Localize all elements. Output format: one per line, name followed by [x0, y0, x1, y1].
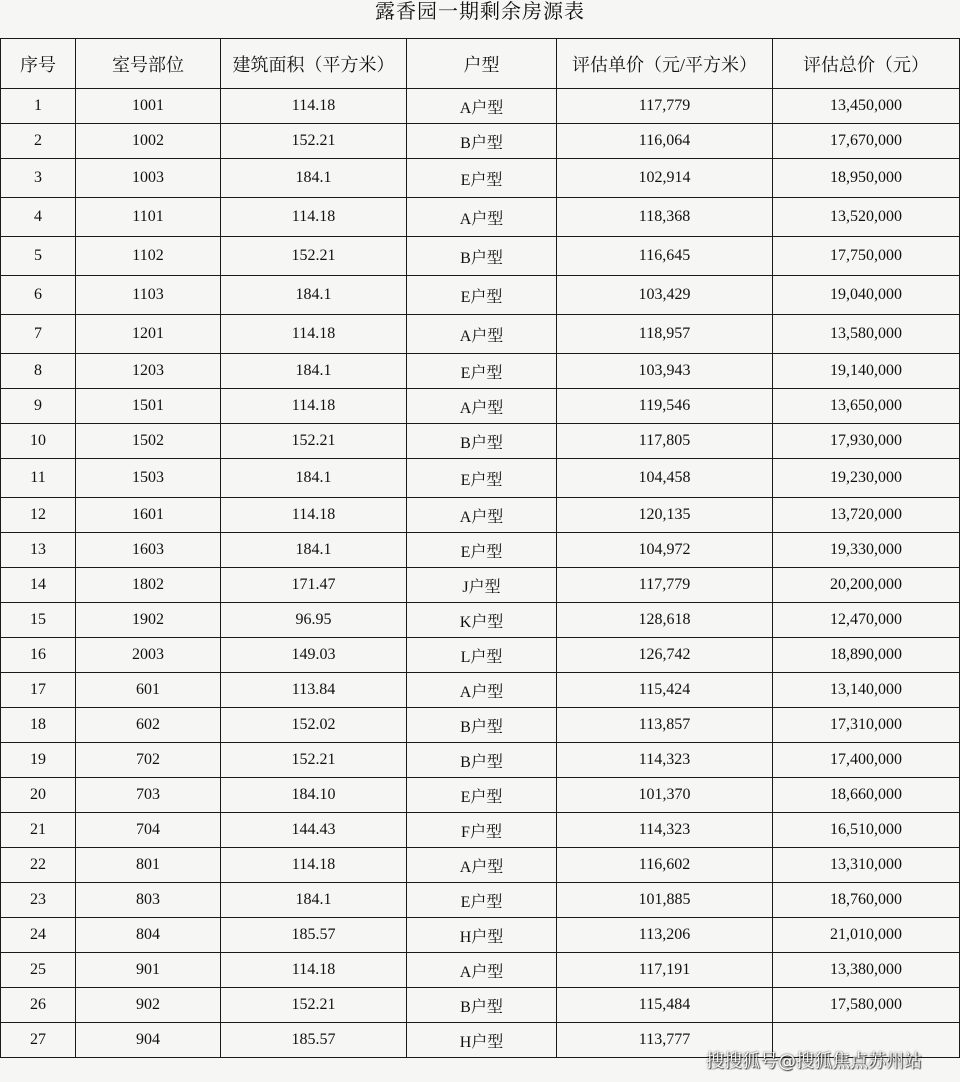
cell-unit-type: E户型 [407, 778, 557, 813]
cell-total-price: 13,520,000 [773, 198, 960, 237]
table-row [1, 778, 960, 813]
page-title: 露香园一期剩余房源表 [375, 1, 585, 23]
cell-index: 14 [1, 568, 76, 603]
cell-room-number: 702 [76, 743, 221, 778]
cell-unit-type: A户型 [407, 953, 557, 988]
cell-unit-price: 126,742 [557, 638, 773, 673]
cell-total-price: 13,380,000 [773, 953, 960, 988]
cell-total-price: 17,930,000 [773, 424, 960, 459]
cell-unit-type: A户型 [407, 848, 557, 883]
cell-room-number: 602 [76, 708, 221, 743]
header-floor-area: 建筑面积（平方米） [221, 39, 407, 89]
table-row [1, 953, 960, 988]
cell-floor-area: 184.10 [221, 778, 407, 813]
cell-floor-area: 96.95 [221, 603, 407, 638]
cell-total-price: 20,200,000 [773, 568, 960, 603]
cell-unit-price: 116,645 [557, 237, 773, 276]
cell-total-price: 17,310,000 [773, 708, 960, 743]
cell-unit-price: 102,914 [557, 159, 773, 198]
cell-total-price: 18,760,000 [773, 883, 960, 918]
cell-index: 13 [1, 533, 76, 568]
cell-unit-type: A户型 [407, 498, 557, 533]
table-row [1, 198, 960, 237]
housing-table-container [0, 38, 960, 1058]
cell-unit-price: 120,135 [557, 498, 773, 533]
cell-unit-price: 116,602 [557, 848, 773, 883]
cell-floor-area: 152.21 [221, 424, 407, 459]
cell-index: 24 [1, 918, 76, 953]
cell-total-price: 17,670,000 [773, 124, 960, 159]
cell-unit-price: 104,972 [557, 533, 773, 568]
cell-floor-area: 114.18 [221, 953, 407, 988]
cell-total-price: 19,040,000 [773, 276, 960, 315]
cell-index: 16 [1, 638, 76, 673]
cell-index: 19 [1, 743, 76, 778]
table-row [1, 276, 960, 315]
cell-floor-area: 114.18 [221, 89, 407, 124]
cell-unit-price: 101,370 [557, 778, 773, 813]
cell-total-price: 12,470,000 [773, 603, 960, 638]
cell-index: 7 [1, 315, 76, 354]
table-row [1, 638, 960, 673]
cell-floor-area: 184.1 [221, 159, 407, 198]
cell-floor-area: 113.84 [221, 673, 407, 708]
header-room-number: 室号部位 [76, 39, 221, 89]
cell-unit-type: E户型 [407, 159, 557, 198]
watermark: 搜搜狐号@搜狐焦点苏州站 [706, 1051, 922, 1072]
cell-total-price: 13,580,000 [773, 315, 960, 354]
table-row [1, 124, 960, 159]
cell-room-number: 904 [76, 1023, 221, 1058]
cell-index: 17 [1, 673, 76, 708]
cell-unit-type: B户型 [407, 424, 557, 459]
cell-unit-type: A户型 [407, 673, 557, 708]
cell-room-number: 1802 [76, 568, 221, 603]
cell-unit-type: F户型 [407, 813, 557, 848]
cell-unit-type: K户型 [407, 603, 557, 638]
cell-total-price: 19,330,000 [773, 533, 960, 568]
cell-unit-price: 104,458 [557, 459, 773, 498]
cell-index: 3 [1, 159, 76, 198]
cell-total-price: 13,310,000 [773, 848, 960, 883]
cell-unit-price: 117,805 [557, 424, 773, 459]
cell-total-price: 19,230,000 [773, 459, 960, 498]
cell-unit-price: 118,368 [557, 198, 773, 237]
cell-index: 8 [1, 354, 76, 389]
cell-unit-price: 113,206 [557, 918, 773, 953]
cell-floor-area: 114.18 [221, 198, 407, 237]
cell-index: 9 [1, 389, 76, 424]
cell-floor-area: 114.18 [221, 315, 407, 354]
cell-index: 22 [1, 848, 76, 883]
cell-floor-area: 152.21 [221, 237, 407, 276]
table-row [1, 498, 960, 533]
cell-floor-area: 184.1 [221, 459, 407, 498]
cell-total-price: 13,720,000 [773, 498, 960, 533]
cell-unit-price: 114,323 [557, 743, 773, 778]
cell-unit-type: B户型 [407, 708, 557, 743]
cell-floor-area: 184.1 [221, 354, 407, 389]
cell-unit-type: H户型 [407, 918, 557, 953]
cell-unit-price: 116,064 [557, 124, 773, 159]
cell-unit-price: 113,857 [557, 708, 773, 743]
cell-index: 1 [1, 89, 76, 124]
cell-floor-area: 114.18 [221, 389, 407, 424]
cell-index: 15 [1, 603, 76, 638]
cell-total-price: 16,510,000 [773, 813, 960, 848]
cell-index: 10 [1, 424, 76, 459]
cell-unit-price: 114,323 [557, 813, 773, 848]
table-row [1, 315, 960, 354]
cell-room-number: 601 [76, 673, 221, 708]
cell-room-number: 1601 [76, 498, 221, 533]
table-row [1, 918, 960, 953]
cell-floor-area: 114.18 [221, 848, 407, 883]
cell-room-number: 1201 [76, 315, 221, 354]
housing-table [0, 38, 960, 1058]
cell-room-number: 902 [76, 988, 221, 1023]
cell-index: 25 [1, 953, 76, 988]
cell-room-number: 1902 [76, 603, 221, 638]
cell-unit-price: 118,957 [557, 315, 773, 354]
cell-unit-type: H户型 [407, 1023, 557, 1058]
cell-unit-type: B户型 [407, 743, 557, 778]
cell-room-number: 704 [76, 813, 221, 848]
cell-unit-price: 103,943 [557, 354, 773, 389]
cell-room-number: 1603 [76, 533, 221, 568]
cell-index: 23 [1, 883, 76, 918]
cell-index: 5 [1, 237, 76, 276]
cell-floor-area: 184.1 [221, 276, 407, 315]
cell-room-number: 1203 [76, 354, 221, 389]
table-body [1, 89, 960, 1058]
cell-room-number: 1003 [76, 159, 221, 198]
cell-unit-price: 117,191 [557, 953, 773, 988]
cell-room-number: 901 [76, 953, 221, 988]
cell-unit-type: E户型 [407, 459, 557, 498]
cell-index: 2 [1, 124, 76, 159]
cell-unit-type: J户型 [407, 568, 557, 603]
cell-room-number: 803 [76, 883, 221, 918]
cell-floor-area: 184.1 [221, 883, 407, 918]
cell-unit-price: 103,429 [557, 276, 773, 315]
cell-index: 6 [1, 276, 76, 315]
cell-floor-area: 152.21 [221, 124, 407, 159]
cell-floor-area: 184.1 [221, 533, 407, 568]
cell-room-number: 801 [76, 848, 221, 883]
table-row [1, 988, 960, 1023]
cell-unit-type: E户型 [407, 533, 557, 568]
cell-floor-area: 152.21 [221, 743, 407, 778]
cell-floor-area: 185.57 [221, 918, 407, 953]
cell-room-number: 1102 [76, 237, 221, 276]
cell-room-number: 1503 [76, 459, 221, 498]
cell-room-number: 1002 [76, 124, 221, 159]
cell-unit-type: A户型 [407, 198, 557, 237]
cell-unit-type: L户型 [407, 638, 557, 673]
cell-total-price: 13,140,000 [773, 673, 960, 708]
cell-floor-area: 144.43 [221, 813, 407, 848]
table-row [1, 813, 960, 848]
table-row [1, 848, 960, 883]
cell-total-price: 19,140,000 [773, 354, 960, 389]
cell-index: 4 [1, 198, 76, 237]
header-unit-type: 户型 [407, 39, 557, 89]
cell-total-price: 18,890,000 [773, 638, 960, 673]
cell-total-price: 21,010,000 [773, 918, 960, 953]
cell-room-number: 1502 [76, 424, 221, 459]
cell-total-price: 17,400,000 [773, 743, 960, 778]
table-row [1, 89, 960, 124]
header-total-price: 评估总价（元） [773, 39, 960, 89]
cell-total-price: 13,650,000 [773, 389, 960, 424]
cell-unit-type: E户型 [407, 883, 557, 918]
table-row [1, 883, 960, 918]
cell-unit-type: B户型 [407, 124, 557, 159]
cell-room-number: 804 [76, 918, 221, 953]
cell-unit-type: A户型 [407, 389, 557, 424]
table-row [1, 743, 960, 778]
cell-unit-type: B户型 [407, 988, 557, 1023]
cell-unit-price: 101,885 [557, 883, 773, 918]
cell-floor-area: 114.18 [221, 498, 407, 533]
cell-floor-area: 152.21 [221, 988, 407, 1023]
cell-floor-area: 171.47 [221, 568, 407, 603]
table-row [1, 708, 960, 743]
cell-unit-price: 117,779 [557, 568, 773, 603]
cell-unit-price: 115,424 [557, 673, 773, 708]
cell-unit-type: A户型 [407, 315, 557, 354]
cell-total-price: 18,660,000 [773, 778, 960, 813]
header-index: 序号 [1, 39, 76, 89]
cell-room-number: 1101 [76, 198, 221, 237]
cell-unit-type: A户型 [407, 89, 557, 124]
cell-room-number: 703 [76, 778, 221, 813]
header-unit-price: 评估单价（元/平方米） [557, 39, 773, 89]
table-row [1, 354, 960, 389]
table-row [1, 424, 960, 459]
cell-room-number: 1501 [76, 389, 221, 424]
table-header-row [1, 39, 960, 89]
cell-total-price: 17,750,000 [773, 237, 960, 276]
cell-unit-price: 128,618 [557, 603, 773, 638]
cell-floor-area: 149.03 [221, 638, 407, 673]
cell-unit-price: 115,484 [557, 988, 773, 1023]
cell-floor-area: 185.57 [221, 1023, 407, 1058]
cell-room-number: 1103 [76, 276, 221, 315]
table-row [1, 603, 960, 638]
cell-total-price: 17,580,000 [773, 988, 960, 1023]
cell-index: 18 [1, 708, 76, 743]
cell-unit-type: E户型 [407, 354, 557, 389]
table-row [1, 389, 960, 424]
table-row [1, 159, 960, 198]
table-row [1, 673, 960, 708]
cell-unit-price: 119,546 [557, 389, 773, 424]
table-row [1, 459, 960, 498]
cell-room-number: 2003 [76, 638, 221, 673]
table-row [1, 237, 960, 276]
cell-index: 12 [1, 498, 76, 533]
cell-room-number: 1001 [76, 89, 221, 124]
cell-index: 11 [1, 459, 76, 498]
table-row [1, 533, 960, 568]
cell-unit-type: B户型 [407, 237, 557, 276]
cell-index: 20 [1, 778, 76, 813]
cell-total-price: 18,950,000 [773, 159, 960, 198]
cell-index: 21 [1, 813, 76, 848]
cell-unit-price: 113,777 [557, 1023, 773, 1058]
cell-index: 27 [1, 1023, 76, 1058]
cell-index: 26 [1, 988, 76, 1023]
cell-unit-price: 117,779 [557, 89, 773, 124]
cell-floor-area: 152.02 [221, 708, 407, 743]
cell-total-price: 13,450,000 [773, 89, 960, 124]
table-row [1, 568, 960, 603]
cell-unit-type: E户型 [407, 276, 557, 315]
